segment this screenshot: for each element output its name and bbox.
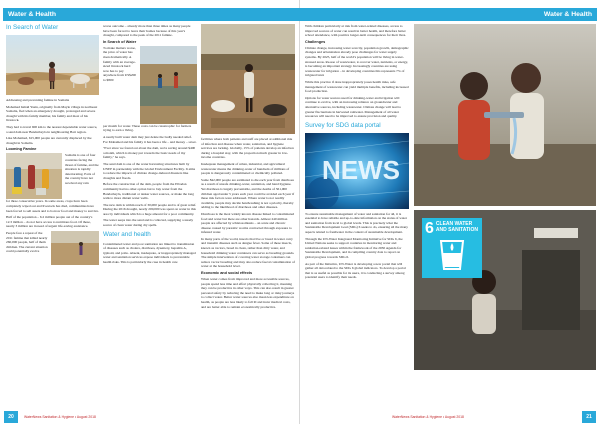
page-number-left: 20 (4, 411, 18, 423)
left-c1-after-1: for three consecutive years. In some areas, crops have been completely wiped out and livestock has died, communities have been forced to sell assets and to borrow food and money to survive. (6, 199, 99, 213)
left-c3-p3: Some 842,000 people are estimated to die each year from diarrhoea as a result of unsafe drinking-water, sanitation, and hand hygiene. Yet diarrhoea is largely preventable, and the deaths of 361,000 children aged under 5 years each year could be avoided each year if these risk factors were addressed. Where water is not readily available, people may decide handwashing is not a priority, thereby adding to the likelihood of diarrhoea and other diseases. (201, 177, 295, 210)
photo-children-drinking-water (414, 24, 596, 206)
left-c2-b4: The sand dam is one of the water harvesting structures built by UNEP in partnership with the Global Environment Facility. It aims to reduce the impacts of climate change-induced disasters like droughts and floods. (103, 161, 196, 180)
sdg-6-badge (422, 218, 482, 278)
footer-left-text: WaterNews Sanitation & Hygiene • August 2018 (24, 415, 96, 419)
photo-children-and-goats (201, 24, 295, 134)
right-c1-ch2: While this practice if done inappropriately poses health risks, safe management of wastewater can yield multiple benefits, including increased food production. (305, 79, 409, 94)
news-graphic (305, 133, 409, 209)
heading-economic-social: Economic and social effects (201, 271, 253, 276)
right-column-1 (305, 24, 409, 408)
footer-right-text: WaterNews Sanitation & Hygiene • August 2018 (392, 415, 464, 419)
band-rule-left (3, 20, 300, 21)
section-label-right: Water & Health (543, 10, 592, 18)
left-c1-narrow-2: People face a repeat of the 2011 famine that killed nearly 260,000 people, half of them children. The current situation could potentially evolve (6, 230, 48, 254)
left-c2-top: worse outcome – already more than three times as many people have been forced to leave their homes because of this year's drought, compared to the peak of the 2011 famine. (103, 24, 191, 38)
left-column-3 (201, 24, 295, 408)
section-band-right (297, 8, 597, 20)
heading-survey-sdg: Survey for SDG data portal (305, 121, 381, 129)
water-glass-icon (425, 237, 479, 273)
left-c2-b2: A neatly built water dam may just delete the badly needed relief. For Mohamed and his family it has been a life – and money – saver. (103, 134, 197, 144)
left-column-1 (6, 24, 99, 408)
left-c1-after-2: Half of the population – 6.2 million people out of the country's 12.3 million – do not have access to nutritious food. Of these, nearly 3 million are in need of urgent life-saving assistance. (6, 215, 93, 229)
section-band-left (3, 8, 303, 20)
left-c3-p1: facilities where both patients and staff are placed at additional risk of infection and disease when water, sanitation, and hygiene services are lacking. Globally, 15% of patients develop an infection during a hospital stay, with the proportion much greater in low-income countries. (201, 137, 294, 160)
heading-in-search-of-water-sub: In Search of Water (103, 39, 137, 44)
right-c1-sv1: To ensure sustainable management of water and sanitation for all, it is essential to have reliable and up-to-date information on the status of water and sanitation from local to global levels. This is precisely what the Sustainable Development Goal (SDG) 6 seeks to do, ensuring all the many aspects related to freshwater in the context of sustainable development. (305, 211, 408, 235)
left-c2-b5: Before the construction of the dam, people from the Elbadan community had no other option but to buy water from the Bandarbeyla, traditional or tanker water sources, or make the long walk to more distant water wells. (103, 182, 194, 201)
page-number-right: 21 (582, 411, 596, 423)
left-c3-econ: When water comes from improved and more accessible sources, people spend less time and effort physically collecting it, meaning they can be productive in other ways. This can also result in greater personal safety by reducing the need to make long or risky journeys to collect water. Better water sources also mean less expenditure on health, as people are less likely to fall ill and incur medical costs, and are better able to remain economically productive. (201, 277, 295, 309)
left-c1-narrow: Somalia is one of four countries facing the threat of famine, and the situation is rapidly deteriorating. Parts of the country have not received any rain (65, 153, 99, 185)
section-label-left: Water & Health (8, 10, 57, 18)
heading-looming-famine: Looming Famine (6, 147, 37, 152)
left-c2-b6: The new dam is within reach of 30,000 people and is of great relief. During the 2016 drought, nearly 200,000 was spent on water in this area by individuals which is a huge amount for a poor community. (103, 202, 197, 216)
left-c2-b7: The water seeps into the sand and is collected, supplying a steady source of clean water during dry spells. (103, 218, 194, 228)
sdg-badge-title: CLEAN WATER AND SANITATION (435, 221, 478, 233)
band-rule-right (300, 20, 597, 21)
right-c1-ch3: Options for water sources used for drinking-water and irrigation will continue to evolve, with an increasing reliance on groundwater and alternative sources, including wastewater. Climate change will lead to greater fluctuations in harvested rainwater. Management of all water resources will need to be improved to ensure provision and quality. (305, 95, 402, 119)
sdg-badge-number: 6 (425, 220, 434, 237)
left-column-2 (103, 24, 197, 408)
photo-people-at-dam (140, 46, 197, 124)
left-c3-p2: Inadequate management of urban, industrial, and agricultural wastewater means the drinking-water of hundreds of millions of people is dangerously contaminated or chemically polluted. (201, 161, 290, 176)
left-c2-wh: Contaminated water and poor sanitation are linked to transmission of diseases such as cholera, diarrhoea, dysentery, hepatitis A, typhoid, and polio. Absent, inadequate, or inappropriately managed water and sanitation services expose individuals to preventable health risks. This is particularly the case in health care (103, 241, 196, 265)
left-c2-b1: per month for water. These costs can be catastrophic for farmers trying to earn a living. (103, 123, 192, 133)
photo-women-water-containers (6, 153, 62, 199)
sdg-photo-panel (414, 210, 596, 370)
photo-man-with-cattle (6, 35, 99, 95)
left-c1-p3: They had to travel 600 km to the nearest dependable water source, a sand dam near Bandarbeyla in neighbouring Bari region. (6, 124, 98, 134)
left-c3-p4: Diarrhoea is the most widely known disease linked to contaminated food and water but there are other hazards. Almost 240 million people are affected by schistosomiasis – an acute and chronic disease caused by parasitic worms contracted through exposure to infested water. (201, 211, 295, 235)
news-graphic-text: NEWS (322, 154, 400, 185)
heading-challenges: Challenges (305, 39, 326, 44)
left-c1-p4: Like Mohamed, 615,000 people are currently displaced by the drought in Somalia. (6, 136, 92, 145)
footer-left (24, 411, 96, 423)
heading-water-and-health: Water and health (103, 230, 151, 238)
left-c2-b3: "Ever since we found out about the dam, we're saving around $400 a month, which is money put towards the basic needs of my family," he says. (103, 146, 196, 160)
photo-figure-on-dry-land (51, 231, 99, 265)
right-c1-ch1: Climate change, increasing water scarcity, population growth, demographic changes and urbanization already pose challenges for water supply systems. By 2025, half of the world's population will be living in water-stressed areas. Re-use of wastewater, to recover water, nutrients, or energy, is becoming an important strategy. Increasingly countries are using wastewater for irrigation – in developing countries this represents 7% of irrigated land. (305, 45, 409, 78)
left-c1-p1: Addressing and preventing famine in Somalia (6, 98, 70, 102)
left-c1-p2: Mohamed Ismail Yasin, originally from Mayle village in northeast Somalia, fled when an emergency drought, prolonged and severe drought with his family member, his family and most of his livestock. (6, 104, 98, 123)
right-c1-sv3: As part of the Initiative, UN-Water is developing a new portal that will gather all data related to the SDG 6 global indicators. To develop a portal that is as useful as possible for its users, it is conducting a survey among potential users to identify their needs. (305, 261, 406, 280)
left-c3-p5: In many parts of the world, insects that live or breed in water carry and transmit diseases such as dengue fever. Some of these insects, known as vectors, breed in clean, rather than dirty water, and household drinking water containers can serve as breeding grounds. The simple intervention of covering water storage containers can reduce vector breeding and may also reduce faecal contamination of water at the household level. (201, 236, 295, 269)
right-c1-sv2: Through the UN-Water Integrated Monitoring Initiative for SDG 6, the United Nations seeks to support countries in monitoring water and sanitation-related issues within the framework of the 2030 Agenda for Sustainable Development, and in compiling country data to report on global progress towards SDG 6. (305, 236, 403, 260)
right-c1-top: With children particularly at risk from water-related diseases, access to improved sources of water can result in better health, and therefore better school attendance, with positive longer-term consequences for their lives. (305, 24, 407, 38)
left-c2-narrow: To make matters worse, the price of water has risen dramatically. A family with an average-sized livestock herd now has to pay anywhere from US$200 to $800 (103, 45, 137, 82)
footer-right (392, 411, 464, 423)
heading-in-search-of-water: In Search of Water (6, 24, 59, 31)
